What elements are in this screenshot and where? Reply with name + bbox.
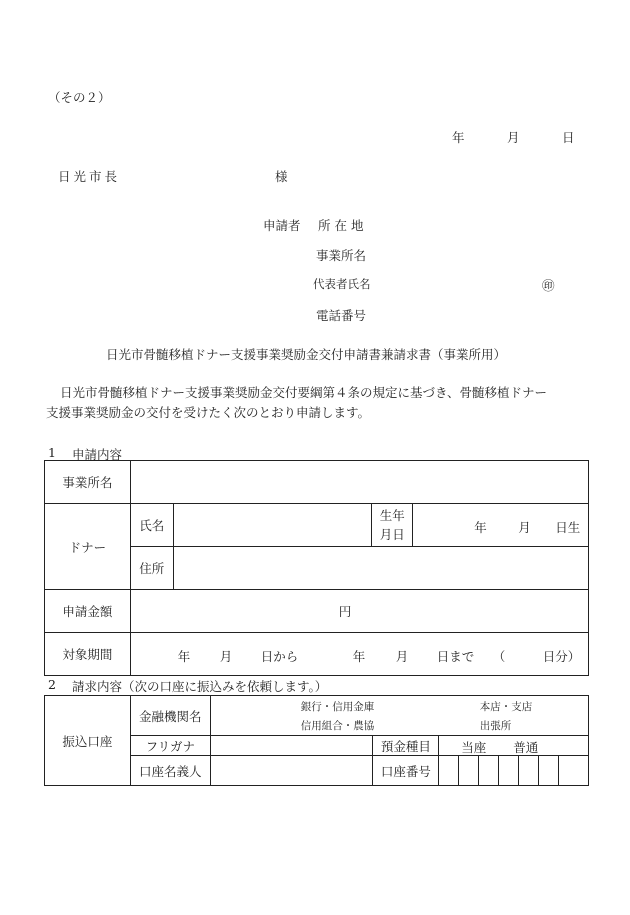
office-name-label: 事業所名 [45,461,131,504]
branch-types-line2: 出張所 [479,720,512,732]
period-end-year: 年 [352,649,366,664]
bank-name-label: 金融機関名 [130,696,210,736]
furigana-field[interactable] [210,736,373,756]
bank-name-field[interactable] [210,696,588,736]
holder-label: 口座名義人 [130,756,210,786]
date-day-label: 日 [562,130,575,145]
section2-heading: 請求内容（次の口座に振込みを依頼します。） [72,679,328,694]
account-table [44,695,589,786]
deposit-type-label: 預金種目 [373,736,439,756]
applicant-rep-label: 代表者氏名 [313,277,371,291]
donor-label: ドナー [45,504,131,590]
account-label: 振込口座 [45,696,131,786]
period-label: 対象期間 [45,633,131,676]
account-digit-2[interactable] [459,756,479,786]
applicant-address-label: 所 在 地 [318,218,364,233]
applicant-label: 申請者 [263,218,301,233]
section2-number: 2 [48,677,56,692]
form-number: （その２） [48,90,111,105]
donor-name-field[interactable] [173,504,372,547]
period-to: 日まで [436,649,475,664]
account-digit-7[interactable] [558,756,588,786]
deposit-current: 当座 [461,740,487,755]
period-end-month: 月 [395,649,409,664]
birthdate-field[interactable] [413,504,589,547]
account-digit-4[interactable] [499,756,519,786]
applicant-phone-label: 電話番号 [316,308,367,323]
office-name-field[interactable] [130,461,588,504]
donor-address-label: 住所 [130,547,173,590]
birth-year-label: 年 [474,520,487,535]
period-start-month: 月 [219,649,233,664]
period-field[interactable] [130,633,588,676]
bank-types-line1: 銀行・信用金庫 [300,701,375,713]
document-title: 日光市骨髄移植ドナー支援事業奨励金交付申請書兼請求書（事業所用） [106,347,507,362]
period-days: 日分） [542,649,581,664]
body-line-2: 支援事業奨励金の交付を受けたく次のとおり申請します。 [46,405,371,420]
birth-month-label: 月 [518,520,531,535]
section1-heading: 申請内容 [72,447,123,462]
birthdate-label-line1: 生年 [379,508,405,523]
birthdate-label [372,504,413,547]
deposit-type-field[interactable] [439,736,589,756]
date-month-label: 月 [507,130,520,145]
branch-types-line1: 本店・支店 [479,701,533,713]
account-digit-3[interactable] [479,756,499,786]
furigana-label: フリガナ [130,736,210,756]
seal-mark: ㊞ [542,278,555,293]
birth-day-label: 日生 [555,520,581,535]
deposit-ordinary: 普通 [513,740,539,755]
body-line-1: 日光市骨髄移植ドナー支援事業奨励金交付要綱第４条の規定に基づき、骨髄移植ドナー [60,385,548,400]
period-open-paren: （ [492,649,506,664]
donor-name-label: 氏名 [130,504,173,547]
date-year-label: 年 [452,130,465,145]
birthdate-label-line2: 月日 [379,527,405,542]
account-number-label: 口座番号 [373,756,439,786]
holder-field[interactable] [210,756,373,786]
period-start-year: 年 [177,649,191,664]
application-table [44,460,589,676]
amount-field[interactable] [130,590,588,633]
account-digit-5[interactable] [519,756,539,786]
account-digit-6[interactable] [539,756,559,786]
section1-number: 1 [48,445,56,460]
account-digit-1[interactable] [439,756,459,786]
bank-types-line2: 信用組合・農協 [300,720,375,732]
honorific: 様 [275,169,288,184]
applicant-office-label: 事業所名 [316,248,367,263]
amount-label: 申請金額 [45,590,131,633]
period-from: 日から [260,649,299,664]
donor-address-field[interactable] [173,547,588,590]
amount-unit: 円 [338,604,352,619]
addressee: 日光市長 [58,169,121,184]
